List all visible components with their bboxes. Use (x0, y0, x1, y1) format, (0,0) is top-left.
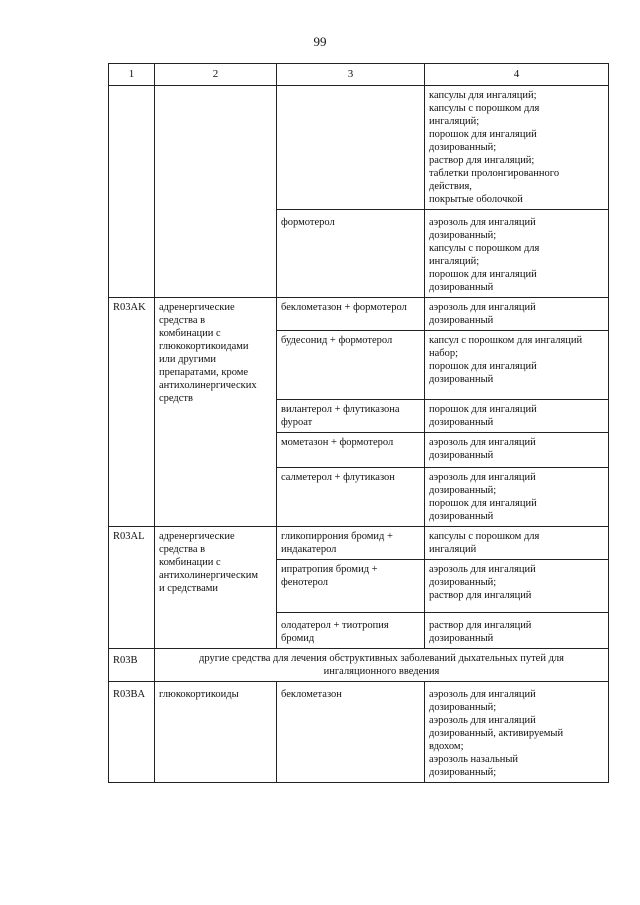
substance-line: гликопиррония бромид + (281, 531, 393, 542)
form-line: дозированный (429, 417, 494, 428)
form-line: порошок для ингаляций (429, 269, 537, 280)
header-row (109, 64, 609, 86)
atc-code-cell (109, 527, 155, 649)
group-line: средства в (159, 315, 206, 326)
form-line: дозированный; (429, 142, 497, 153)
substance-cell (277, 560, 425, 613)
form-line: капсулы с порошком для (429, 531, 540, 542)
table-row (109, 86, 609, 210)
forms-cell (425, 560, 609, 613)
substance-cell (277, 613, 425, 649)
form-line: дозированный; (429, 485, 497, 496)
substance-cell (277, 468, 425, 527)
form-line: раствор для ингаляций; (429, 155, 535, 166)
form-line: набор; (429, 348, 459, 359)
form-line: аэрозоль для ингаляций (429, 564, 536, 575)
form-line: раствор для ингаляций (429, 590, 532, 601)
section-title-line: ингаляционного введения (323, 666, 440, 677)
atc-code-cell (109, 649, 155, 682)
group-cell (155, 298, 277, 527)
form-line: капсул с порошком для ингаляций (429, 335, 583, 346)
substance-line: индакатерол (281, 544, 337, 555)
form-line: порошок для ингаляций (429, 498, 537, 509)
form-line: действия, (429, 181, 472, 192)
group-line: антихолинергическим (159, 570, 258, 581)
forms-cell (425, 86, 609, 210)
header-col-3: 3 (277, 64, 425, 86)
substance-line: салметерол + флутиказон (281, 472, 395, 483)
group-line: комбинации с (159, 557, 221, 568)
substance-line: фенотерол (281, 577, 329, 588)
substance-cell (277, 298, 425, 331)
substance-cell (277, 400, 425, 433)
forms-cell (425, 298, 609, 331)
table-row (109, 682, 609, 783)
group-line: препаратами, кроме (159, 367, 249, 378)
form-line: вдохом; (429, 741, 464, 752)
group-cell (155, 86, 277, 298)
form-line: ингаляций; (429, 256, 480, 267)
group-cell (155, 682, 277, 783)
forms-cell (425, 613, 609, 649)
form-line: ингаляций; (429, 116, 480, 127)
substance-line: ипратропия бромид + (281, 564, 378, 575)
group-line: антихолинергических (159, 380, 257, 391)
substance-cell (277, 210, 425, 298)
forms-cell (425, 682, 609, 783)
form-line: дозированный (429, 450, 494, 461)
form-line: таблетки пролонгированного (429, 168, 560, 179)
forms-cell (425, 527, 609, 560)
substance-line: формотерол (281, 217, 335, 228)
group-line: адренергические (159, 531, 235, 542)
header-col-2: 2 (155, 64, 277, 86)
header-col-4: 4 (425, 64, 609, 86)
group-line: средства в (159, 544, 206, 555)
group-line: или другими (159, 354, 216, 365)
atc-code: R03B (113, 655, 138, 666)
group-line: глюкокортикоиды (159, 689, 239, 700)
table-row (109, 527, 609, 560)
substance-cell (277, 527, 425, 560)
form-line: капсулы для ингаляций; (429, 90, 537, 101)
form-line: аэрозоль для ингаляций (429, 715, 536, 726)
section-title (155, 649, 609, 682)
substance-cell (277, 433, 425, 468)
substance-line: мометазон + формотерол (281, 437, 394, 448)
table-row (109, 298, 609, 331)
atc-code-cell (109, 682, 155, 783)
forms-cell (425, 468, 609, 527)
forms-cell (425, 400, 609, 433)
form-line: дозированный; (429, 702, 497, 713)
substance-line: олодатерол + тиотропия (281, 620, 389, 631)
substance-cell (277, 86, 425, 210)
atc-code: R03AL (113, 531, 145, 542)
substance-line: вилантерол + флутиказона (281, 404, 400, 415)
form-line: аэрозоль для ингаляций (429, 472, 536, 483)
group-line: адренергические (159, 302, 235, 313)
form-line: ингаляций (429, 544, 477, 555)
form-line: аэрозоль для ингаляций (429, 437, 536, 448)
section-row (109, 649, 609, 682)
group-line: глюкокортикоидами (159, 341, 249, 352)
form-line: дозированный; (429, 767, 497, 778)
group-line: средств (159, 393, 193, 404)
substance-line: фуроат (281, 417, 313, 428)
form-line: дозированный (429, 282, 494, 293)
form-line: дозированный; (429, 230, 497, 241)
atc-code: R03AK (113, 302, 146, 313)
form-line: дозированный (429, 315, 494, 326)
form-line: аэрозоль назальный (429, 754, 519, 765)
substance-line: будесонид + формотерол (281, 335, 393, 346)
atc-code: R03BA (113, 689, 146, 700)
form-line: дозированный (429, 374, 494, 385)
form-line: аэрозоль для ингаляций (429, 689, 536, 700)
drug-table (108, 63, 609, 783)
substance-cell (277, 331, 425, 400)
form-line: аэрозоль для ингаляций (429, 217, 536, 228)
substance-cell (277, 682, 425, 783)
form-line: дозированный; (429, 577, 497, 588)
form-line: порошок для ингаляций (429, 129, 537, 140)
form-line: порошок для ингаляций (429, 361, 537, 372)
form-line: дозированный (429, 511, 494, 522)
substance-line: беклометазон (281, 689, 342, 700)
form-line: дозированный (429, 633, 494, 644)
form-line: аэрозоль для ингаляций (429, 302, 536, 313)
page-number: 99 (313, 34, 327, 49)
form-line: раствор для ингаляций (429, 620, 532, 631)
form-line: покрытые оболочкой (429, 194, 523, 205)
atc-code-cell (109, 86, 155, 298)
section-title-line: другие средства для лечения обструктивных заболеваний дыхательных путей для (199, 653, 564, 664)
group-cell (155, 527, 277, 649)
substance-line: беклометазон + формотерол (281, 302, 407, 313)
forms-cell (425, 210, 609, 298)
group-line: комбинации с (159, 328, 221, 339)
substance-line: бромид (281, 633, 315, 644)
header-col-1: 1 (109, 64, 155, 86)
group-line: и средствами (159, 583, 219, 594)
form-line: порошок для ингаляций (429, 404, 537, 415)
forms-cell (425, 433, 609, 468)
atc-code-cell (109, 298, 155, 527)
form-line: дозированный, активируемый (429, 728, 564, 739)
forms-cell (425, 331, 609, 400)
form-line: капсулы с порошком для (429, 103, 540, 114)
form-line: капсулы с порошком для (429, 243, 540, 254)
